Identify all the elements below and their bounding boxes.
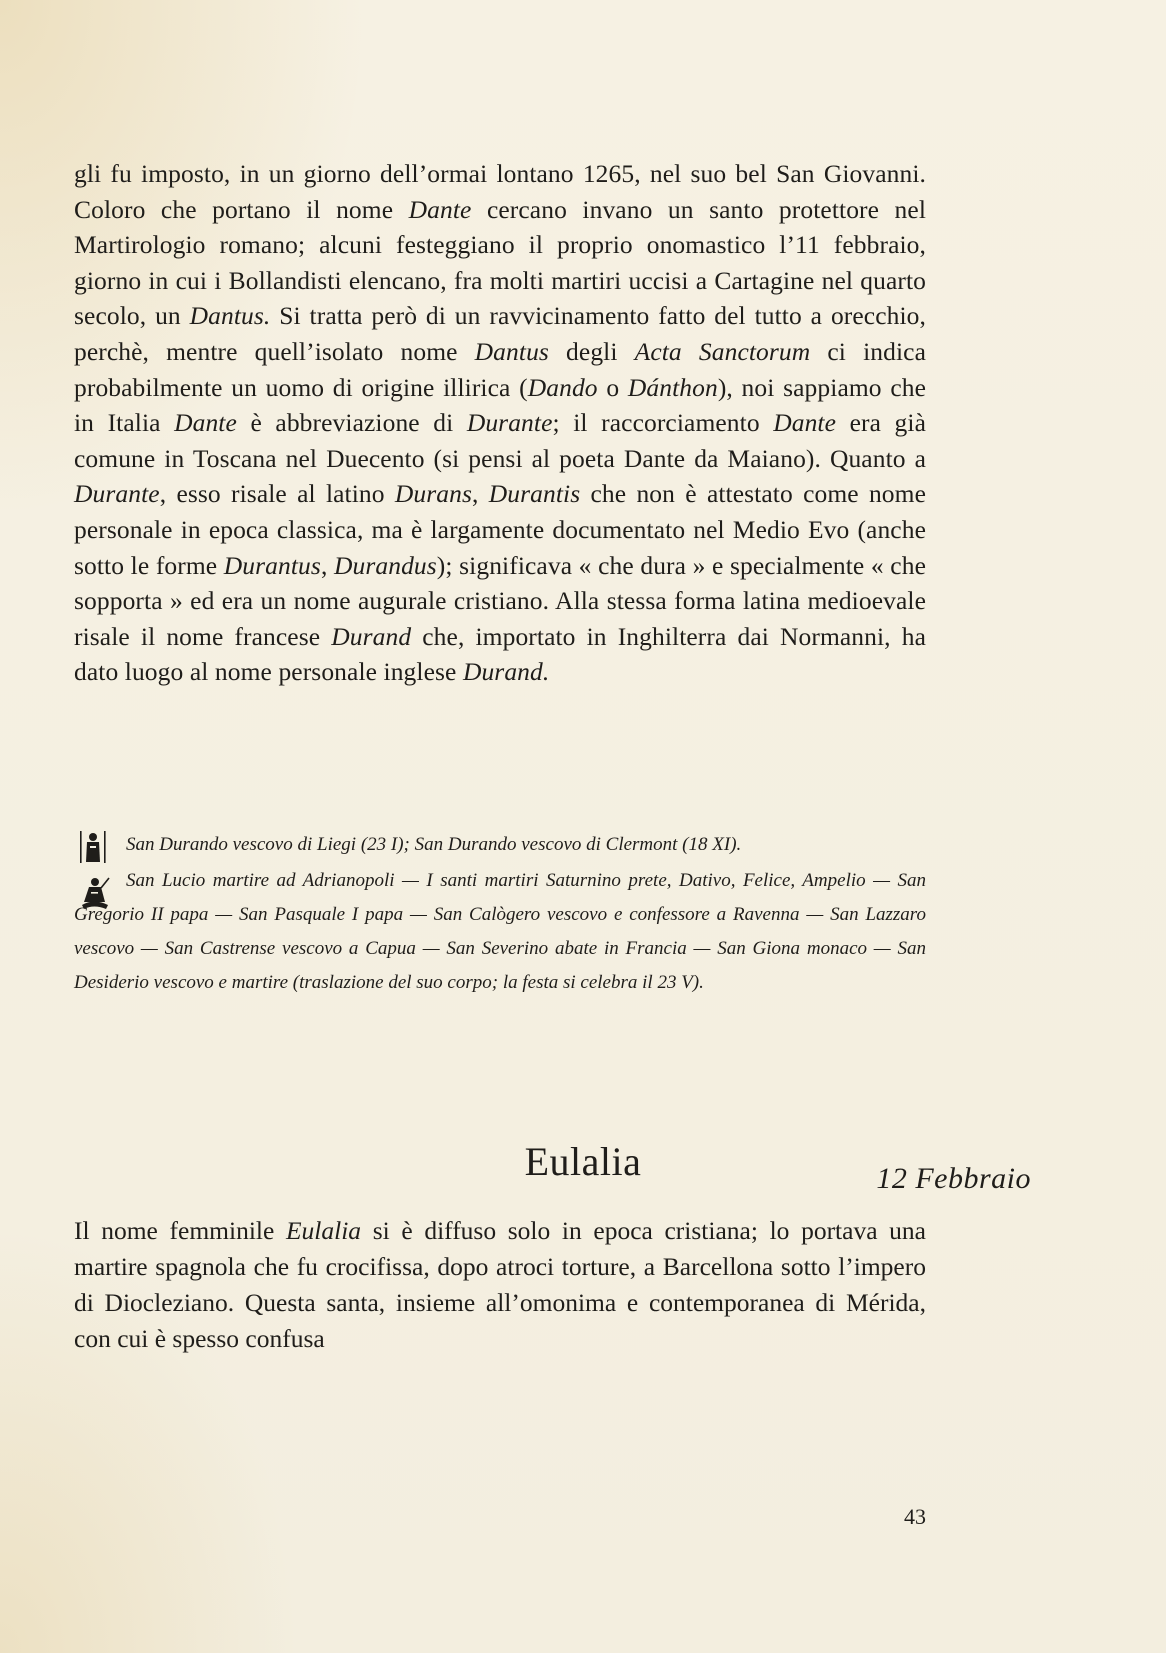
text-run: ; il raccorciamento [552, 408, 774, 438]
section-title: Eulalia [524, 1139, 642, 1185]
italic-term: Acta Sanctorum [634, 336, 811, 366]
italic-term: Durans [394, 479, 473, 509]
text-run: si è diffuso solo in epoca cristiana; lo portava una martire spagnola che fu crocifissa, dopo atroci torture, a Barcellona sotto l’impero di Diocleziano. Questa santa, insieme all’omonima e contemporanea di Mérida, con cui è spesso confusa [74, 1216, 926, 1353]
body-paragraph-dante [74, 156, 926, 690]
italic-term: Durante [466, 408, 553, 438]
italic-term: Dante [408, 194, 472, 224]
italic-term: Durandus [333, 550, 437, 580]
text-run: ); significava « che dura » e specialmente « che sopporta » ed era un nome augurale cristiano. Alla stessa forma latina medioevale risale il nome francese [74, 550, 926, 651]
text-run: cercano invano un santo protettore nel Martirologio romano; alcuni festeggiano il proprio onomastico l’11 febbraio, giorno in cui i Bollandisti elencano, fra molti martiri uccisi a Cartagine nel quarto secolo, un [74, 194, 927, 331]
text-run: Si tratta però di un ravvicinamento fatto del tutto a orecchio, perchè, mentre quell’isolato nome [74, 301, 927, 366]
text-run: è abbreviazione di [236, 408, 467, 438]
italic-term: Dante [773, 408, 837, 438]
text-run: che non è attestato come nome personale in epoca classica, ma è largamente documentato nel Medio Evo (anche sotto le forme [74, 479, 927, 580]
text-run: , [472, 479, 489, 509]
page-number: 43 [904, 1504, 926, 1529]
text-run: ci indica probabilmente un uomo di origine illirica ( [74, 336, 926, 402]
italic-term: Durantis [488, 479, 581, 509]
italic-term: Durand. [462, 657, 550, 687]
text-run: o [597, 372, 628, 402]
text-run: degli [548, 336, 635, 366]
body-paragraph-eulalia [74, 1213, 926, 1357]
italic-term: Dando [527, 372, 598, 402]
text-run: era già comune in Toscana nel Duecento (si pensi al poeta Dante da Maiano). Quanto a [74, 408, 926, 473]
italic-term: Durand [331, 621, 412, 651]
italic-term: Durantus [223, 550, 321, 580]
paragraph-text [74, 1213, 926, 1357]
text-run: , esso risale al latino [159, 479, 395, 509]
text-run: che, importato in Inghilterra dai Normanni, ha dato luogo al nome personale inglese [74, 621, 926, 687]
saints-list [74, 828, 926, 1000]
italic-term: Durante [74, 479, 160, 509]
saints-martyrs-paragraph: San Lucio martire ad Adrianopoli — I santi martiri Saturnino prete, Dativo, Felice, Ampelio — San Gregorio II papa — San Pasquale I papa — San Calògero vescovo e confessore a Ravenna — San Lazzaro vescovo — San Castrense vescovo a Capua — San Severino abate in Francia — San Giona monaco — San Desiderio vescovo e martire (traslazione del suo corpo; la festa si celebra il 23 V). [74, 870, 926, 993]
text-run: ), noi sappiamo che in Italia [74, 372, 927, 438]
text-run: gli fu imposto, in un giorno dell’ormai lontano 1265, nel suo bel San Giovanni. Coloro che portano il nome [74, 159, 926, 224]
italic-term: Dantus [474, 336, 549, 366]
italic-term: Dante [174, 408, 237, 438]
saints-confessors-line: San Durando vescovo di Liegi (23 I); San Durando vescovo di Clermont (18 XI). [126, 834, 742, 855]
italic-term: Dantus. [189, 301, 271, 331]
paragraph-text [74, 156, 926, 690]
feast-date: 12 Febbraio [876, 1162, 1031, 1195]
text-run: , [320, 550, 334, 580]
italic-term: Dánthon [627, 372, 718, 402]
text-run: Il nome femminile [74, 1216, 286, 1245]
italic-term: Eulalia [285, 1216, 362, 1245]
